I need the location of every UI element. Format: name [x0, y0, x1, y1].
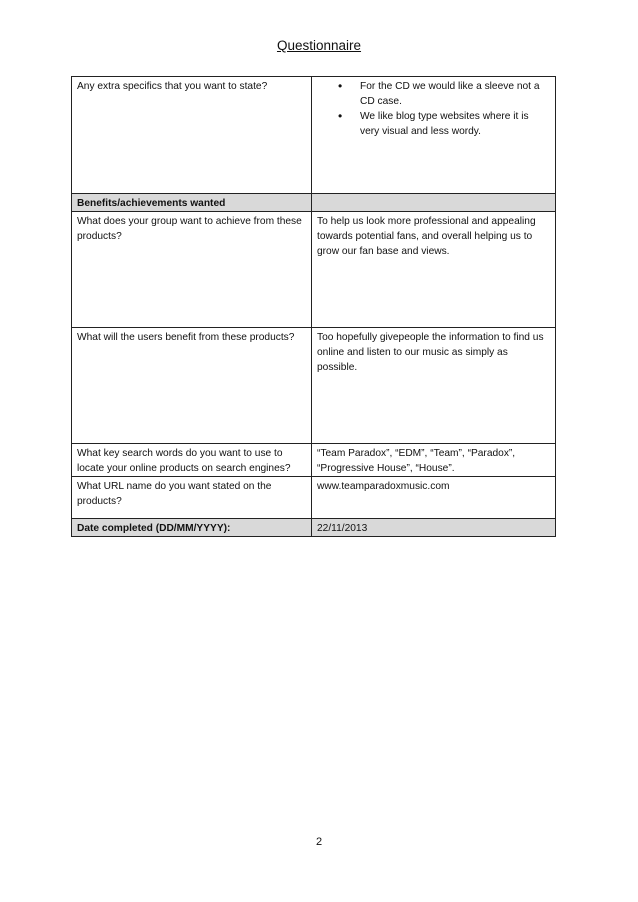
section-header-benefits: Benefits/achievements wanted [72, 194, 312, 212]
question-extra-specifics: Any extra specifics that you want to state? [72, 77, 312, 194]
table-row [72, 477, 556, 519]
questionnaire-table [71, 76, 556, 537]
table-row [72, 212, 556, 328]
answer-url-name: www.teamparadoxmusic.com [312, 477, 556, 519]
question-search-words: What key search words do you want to use to locate your online products on search engines? [72, 444, 312, 477]
date-completed-row [72, 519, 556, 537]
table-row [72, 444, 556, 477]
question-group-achieve: What does your group want to achieve from these products? [72, 212, 312, 328]
section-header-empty-cell [312, 194, 556, 212]
table-row [72, 328, 556, 444]
section-header-row [72, 194, 556, 212]
page-number: 2 [315, 836, 323, 848]
list-item: • For the CD we would like a sleeve not a CD case. [352, 79, 550, 109]
answer-group-achieve: To help us look more professional and appealing towards potential fans, and overall helping us to grow our fan base and views. [312, 212, 556, 328]
document-title: Questionnaire [276, 38, 362, 53]
question-users-benefit: What will the users benefit from these products? [72, 328, 312, 444]
list-item: • We like blog type websites where it is very visual and less wordy. [352, 109, 550, 139]
answer-users-benefit: Too hopefully givepeople the information to find us online and listen to our music as simply as possible. [312, 328, 556, 444]
answer-search-words: “Team Paradox”, “EDM”, “Team”, “Paradox”, “Progressive House”, “House”. [312, 444, 556, 477]
question-url-name: What URL name do you want stated on the products? [72, 477, 312, 519]
table-row [72, 77, 556, 194]
answer-bullet-list [317, 79, 550, 139]
answer-extra-specifics [312, 77, 556, 194]
date-completed-value: 22/11/2013 [312, 519, 556, 537]
date-completed-label: Date completed (DD/MM/YYYY): [72, 519, 312, 537]
